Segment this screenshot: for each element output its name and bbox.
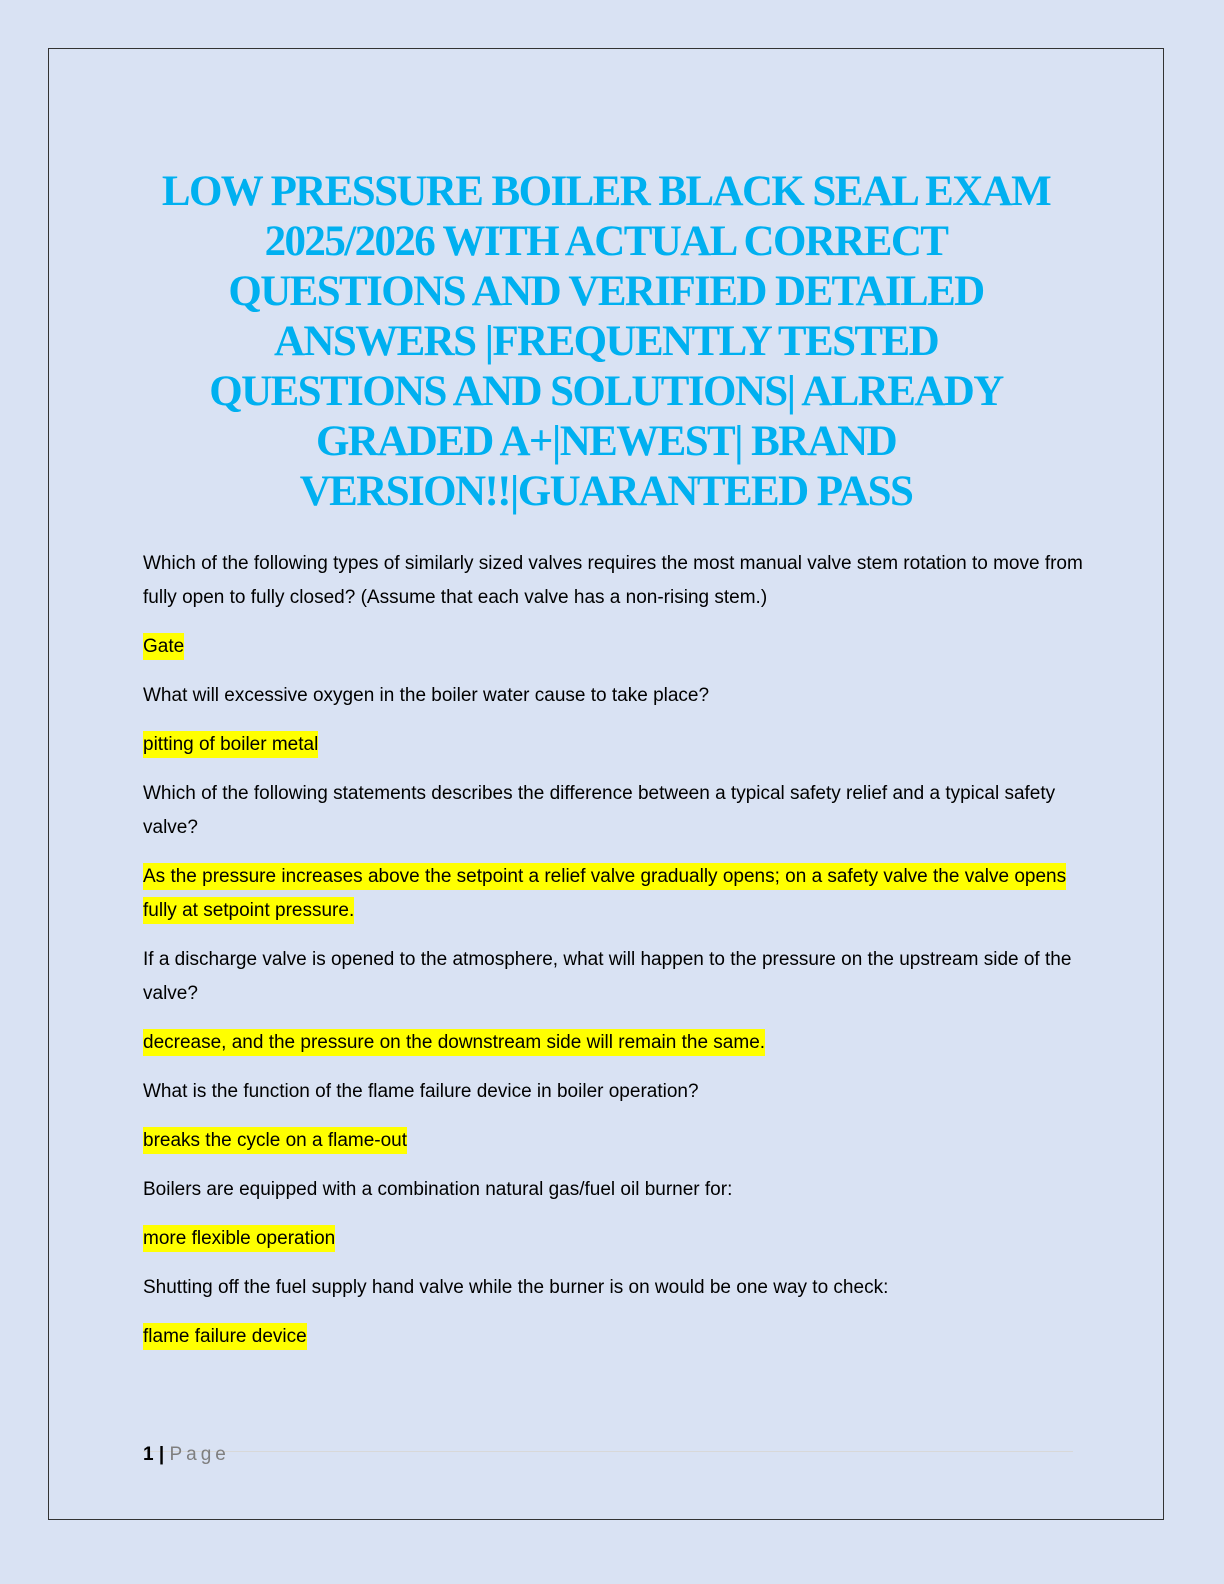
question: Boilers are equipped with a combination natural gas/fuel oil burner for: xyxy=(143,1179,733,1200)
answer-paragraph xyxy=(143,1320,1083,1354)
answer-paragraph xyxy=(143,630,1083,664)
page-number: 1 xyxy=(143,1444,154,1465)
title-line: 2025/2026 WITH ACTUAL CORRECT xyxy=(264,218,948,265)
answer: breaks the cycle on a flame-out xyxy=(143,1127,407,1154)
title-line: QUESTIONS AND VERIFIED DETAILED xyxy=(228,268,984,315)
qa-list xyxy=(143,547,1083,1369)
question: Shutting off the fuel supply hand valve while the burner is on would be one way to check: xyxy=(143,1277,889,1298)
question: Which of the following types of similarly sized valves requires the most manual valve stem rotation to move from fully open to fully closed? (Assume that each valve has a non-rising stem.) xyxy=(143,553,1083,608)
page-label: Page xyxy=(169,1444,230,1465)
answer-paragraph xyxy=(143,1222,1083,1256)
answer: flame failure device xyxy=(143,1323,307,1350)
answer-paragraph xyxy=(143,1026,1083,1060)
question: What is the function of the flame failure device in boiler operation? xyxy=(143,1081,699,1102)
title-line: ANSWERS |FREQUENTLY TESTED xyxy=(273,318,939,365)
title-line: QUESTIONS AND SOLUTIONS| ALREADY xyxy=(209,368,1003,415)
footer-separator: | xyxy=(158,1444,165,1465)
footer-divider xyxy=(143,1451,1073,1452)
page-footer xyxy=(143,1440,230,1470)
answer-paragraph xyxy=(143,728,1083,762)
answer: As the pressure increases above the setpoint a relief valve gradually opens; on a safety valve the valve opens fully at setpoint pressure. xyxy=(143,863,1066,924)
title-line: LOW PRESSURE BOILER BLACK SEAL EXAM xyxy=(161,168,1051,215)
answer-paragraph xyxy=(143,1124,1083,1158)
answer: more flexible operation xyxy=(143,1225,335,1252)
question: If a discharge valve is opened to the atmosphere, what will happen to the pressure on the upstream side of the valve? xyxy=(143,949,1072,1004)
title-line: GRADED A+|NEWEST| BRAND xyxy=(315,418,897,465)
answer: pitting of boiler metal xyxy=(143,731,318,758)
answer: Gate xyxy=(143,633,184,660)
question: Which of the following statements describes the difference between a typical safety relief and a typical safety valve? xyxy=(143,783,1056,838)
answer: decrease, and the pressure on the downstream side will remain the same. xyxy=(143,1029,765,1056)
document-title xyxy=(48,167,1164,517)
question: What will excessive oxygen in the boiler water cause to take place? xyxy=(143,685,710,706)
title-line: VERSION!!|GUARANTEED PASS xyxy=(299,468,913,515)
answer-paragraph xyxy=(143,860,1083,928)
